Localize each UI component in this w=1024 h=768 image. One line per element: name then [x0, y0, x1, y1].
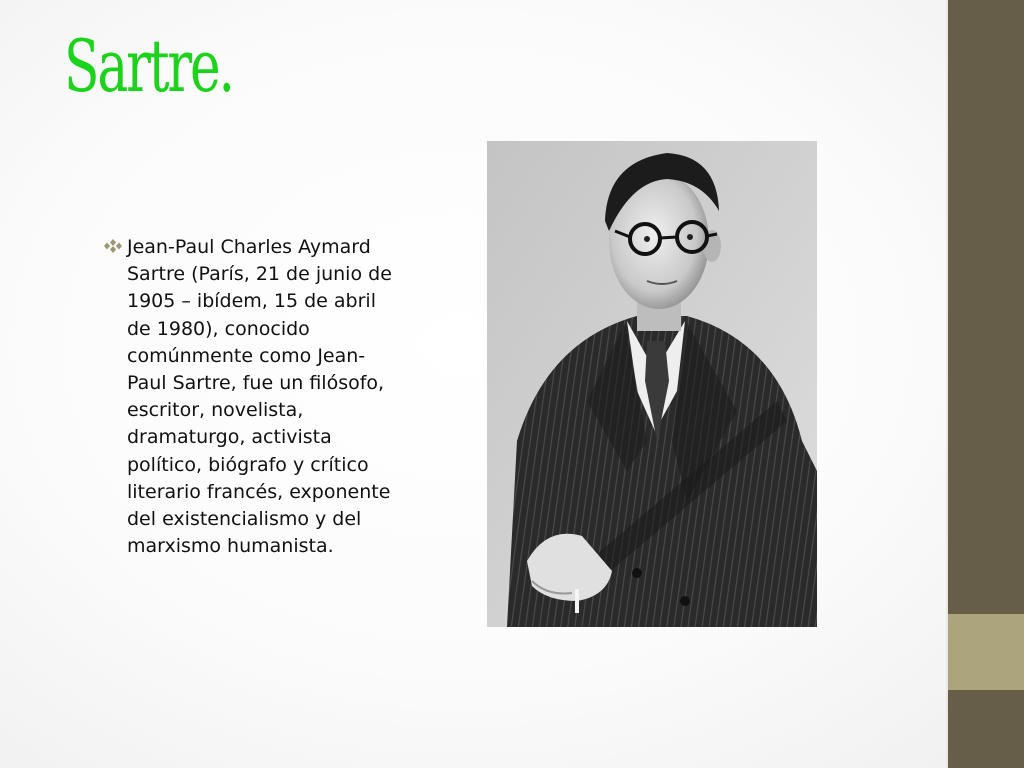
bullet-item	[102, 234, 402, 560]
decorative-sidebar-accent	[948, 614, 1024, 690]
bullet-list	[102, 234, 402, 560]
diamond-bullet-icon	[104, 239, 122, 253]
portrait-photo	[487, 141, 817, 627]
slide-title: Sartre.	[64, 24, 233, 108]
bullet-text: Jean-Paul Charles Aymard Sartre (París, 21 de junio de 1905 – ibídem, 15 de abril de 1980), conocido comúnmente como Jean-Paul Sartre, fue un filósofo, escritor, novelista, dramaturgo, activista político, biógrafo y crítico literario francés, exponente del existencialismo y del marxismo humanista.	[127, 236, 392, 558]
